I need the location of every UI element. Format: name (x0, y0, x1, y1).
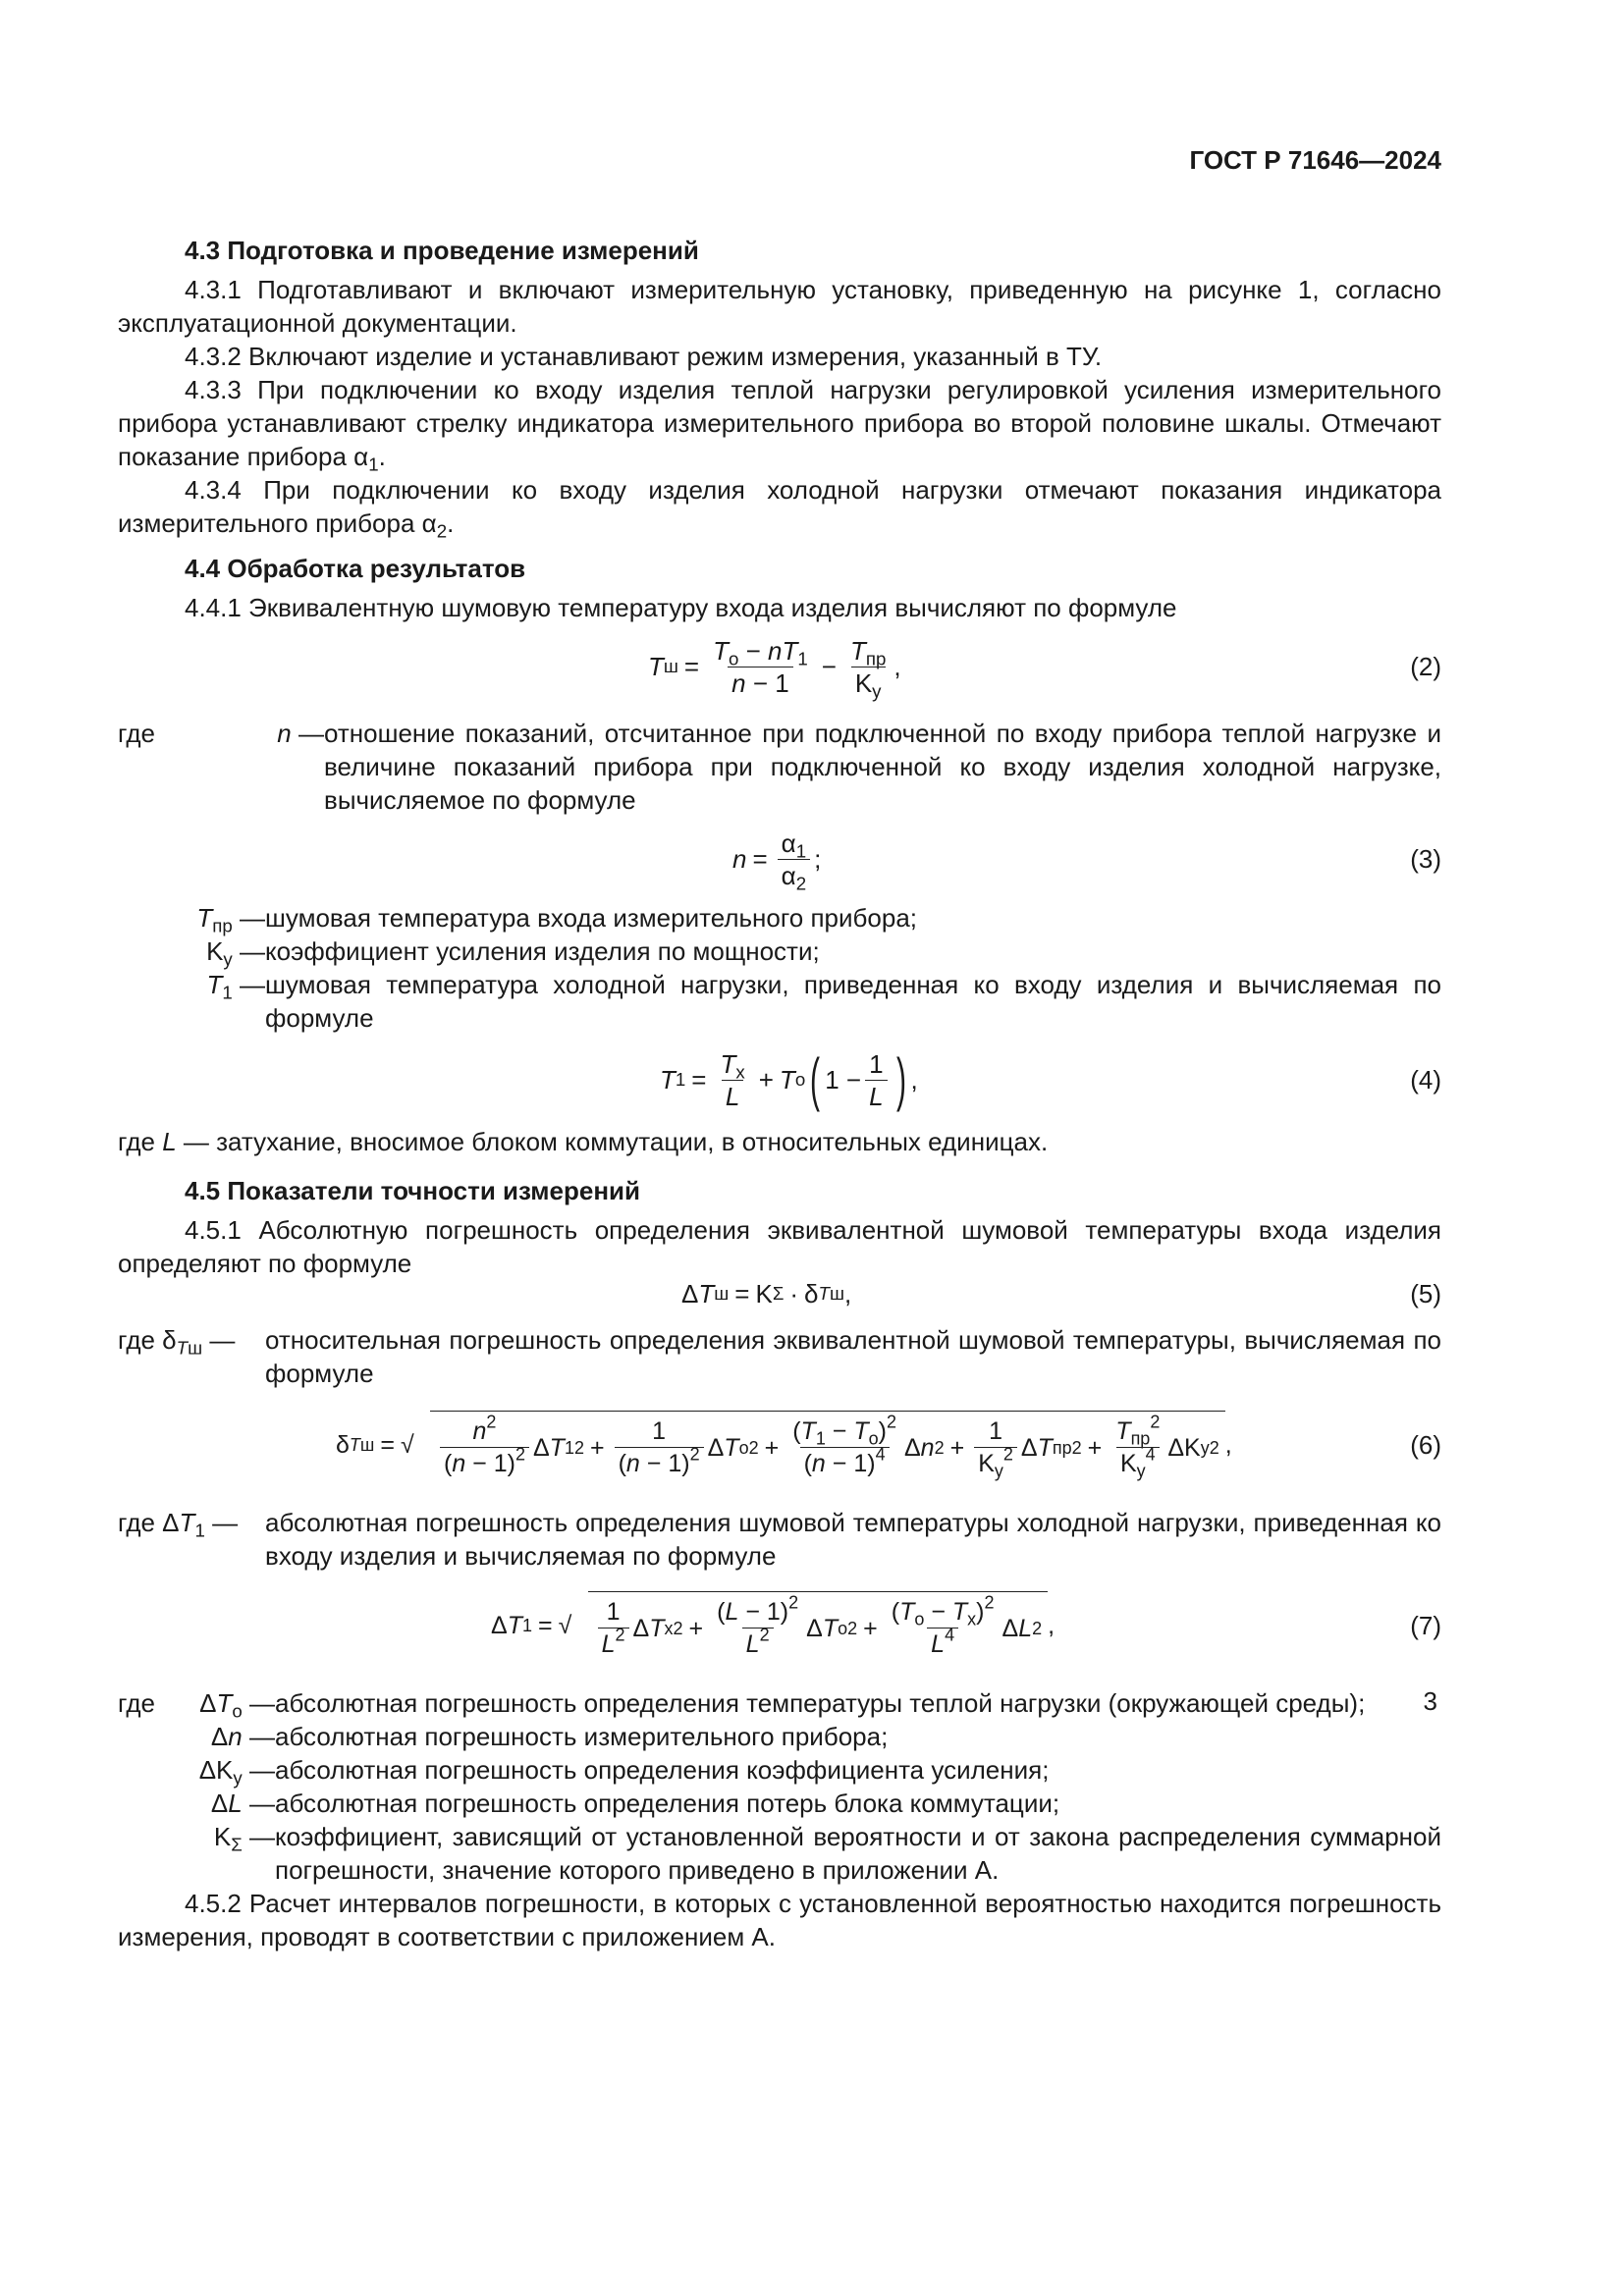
definition-t1: $T_1$ — шумовая температура холодной нагрузки, приведенная ко входу изделия и вычисляемая по формуле (206, 970, 1441, 1033)
formula: T 1 = $T_х$ L + T о ( 1 − 1 L ) , (660, 1046, 918, 1112)
definition-list (118, 1323, 1441, 1390)
equation-number: (2) (1410, 652, 1441, 681)
definition-delta: где $\delta_{Tш}$ — относительная погрешность определения эквивалентной шумовой температуры, вычисляемая по формуле (118, 1325, 1441, 1388)
equation-2 (118, 624, 1441, 709)
paragraph-4-5-2: 4.5.2 Расчет интервалов погрешности, в которых с установленной вероятностью находится погрешность измерения, проводят в соответствии с приложением А. (118, 1889, 1441, 1951)
definition-ks: $K_\Sigma$ — коэффициент, зависящий от установленной вероятности и от закона распределения суммарной погрешности, значение которого приведено в приложении А. (213, 1822, 1441, 1885)
equation-7 (118, 1573, 1441, 1679)
equation-number: (7) (1410, 1611, 1441, 1640)
equation-3 (118, 817, 1441, 901)
definition-list (118, 901, 1441, 1035)
section-4-3 (118, 234, 1441, 1953)
definition-dn: Δn — абсолютная погрешность измерительного прибора; (210, 1722, 889, 1751)
definition-dl: ΔL — абсолютная погрешность определения потерь блока коммутации; (210, 1789, 1060, 1818)
paragraph-4-3-3: 4.3.3 При подключении ко входу изделия теплой нагрузки регулировкой усиления измерительного прибора устанавливают стрелку индикатора измерительного прибора во второй половине шкалы. Отмечают показание прибора $\alpha_1$. (118, 375, 1441, 475)
definition-dky: $\Delta K_у$ — абсолютная погрешность определения коэффициента усиления; (198, 1755, 1050, 1789)
paragraph-4-3-2: 4.3.2 Включают изделие и устанавливают режим измерения, указанный в ТУ. (185, 342, 1103, 371)
definition-list (118, 1506, 1441, 1573)
paragraph-4-3-1: 4.3.1 Подготавливают и включают измерительную установку, приведенную на рисунке 1, согласно эксплуатационной документации. (118, 275, 1441, 338)
equation-5 (118, 1274, 1441, 1313)
equation-4 (118, 1035, 1441, 1125)
definition-l: где L — затухание, вносимое блоком коммутации, в относительных единицах. (118, 1127, 1049, 1156)
definition-dt1: где $\Delta T_1$ — абсолютная погрешность определения шумовой температуры холодной нагрузки, приведенная ко входу изделия и вычисляемая по формуле (118, 1508, 1441, 1571)
equation-number: (6) (1410, 1430, 1441, 1460)
section-title: 4.5 Показатели точности измерений (185, 1176, 641, 1205)
formula: Δ T ш = K Σ · δ Tш , (681, 1279, 852, 1308)
definition-tpr: $T_{пр}$ — шумовая температура входа измерительного прибора; (196, 903, 918, 936)
page-number: 3 (1423, 1686, 1437, 1716)
paragraph-4-3-4: 4.3.4 При подключении ко входу изделия холодной нагрузки отмечают показания индикатора измерительного прибора $\alpha_2$. (118, 475, 1441, 542)
equation-number: (4) (1410, 1065, 1441, 1095)
paragraph-4-4-1: 4.4.1 Эквивалентную шумовую температуру входа изделия вычисляют по формуле (185, 593, 1177, 622)
definition-n: где n — отношение показаний, отсчитанное при подключенной по входу прибора теплой нагрузке и величине показаний прибора при подключенной ко входу изделия холодной нагрузке, вычисляемое по формуле (118, 719, 1441, 815)
formula: δ Tш = √ $n^2$ $(n - 1)^2$ Δ T 1 2 + $\frac{1}{(n - 1)^2}$ Δ T о 2 + $(T_1 - T_о)^2$ $(n - 1)^4$ Δ n 2 + 1 $K_у^2$ Δ T пр 2 + $T_{пр}^2$ $K_у^4$ ΔK у 2 , (336, 1412, 1232, 1481)
definition-dto: где $\Delta T_о$ — абсолютная погрешность определения температуры теплой нагрузки (окружающей среды); (118, 1688, 1366, 1722)
equation-number: (5) (1410, 1279, 1441, 1308)
formula: T ш = $T_о - nT_1$ n − 1 − $T_{пр}$ $K_у$ , (648, 635, 901, 702)
formula: Δ T 1 = √ 1 $L^2$ Δ T х 2 + $\frac{(L - 1)^2}{L^2}$ Δ T о 2 + $(T_о - T_х)^2$ $L^4$ Δ L 2 , (491, 1592, 1056, 1658)
definition-ky: $K_у$ — коэффициент усиления изделия по мощности; (206, 936, 820, 970)
equation-6 (118, 1390, 1441, 1500)
section-title: 4.4 Обработка результатов (185, 554, 526, 583)
definition-list (118, 717, 1441, 817)
document-header: ГОСТ Р 71646—2024 (1189, 145, 1441, 175)
paragraph-4-5-1: 4.5.1 Абсолютную погрешность определения эквивалентной шумовой температуры входа изделия определяют по формуле (118, 1215, 1441, 1278)
section-title: 4.3 Подготовка и проведение измерений (185, 236, 699, 265)
definition-list (118, 1686, 1441, 1887)
equation-number: (3) (1410, 844, 1441, 874)
formula: n = $\frac{\alpha_1}{\alpha_2}$ ; (732, 828, 822, 894)
